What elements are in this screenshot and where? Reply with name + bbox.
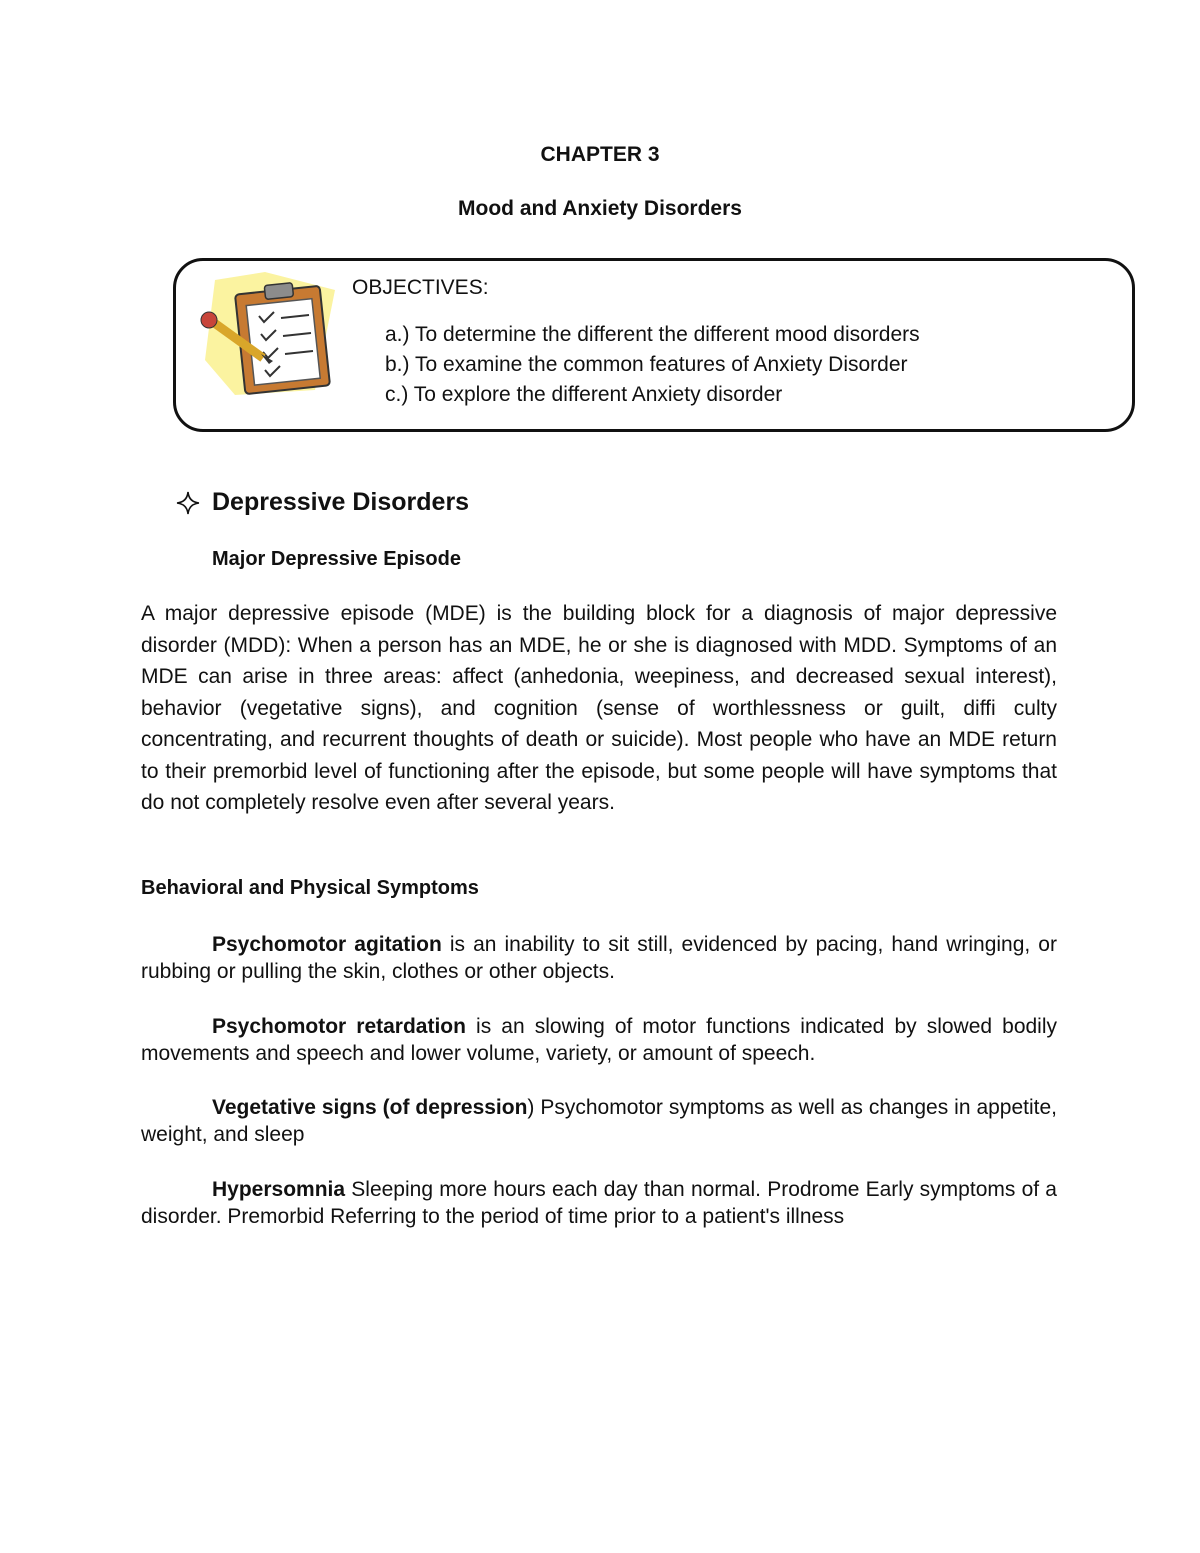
term-definition: Sleeping more hours each day than normal. Prodrome Early symptoms of a disorder. Premorbid Referring to the period of time prior to a patient's illness [141,1178,1057,1228]
section-heading [176,488,469,517]
objective-item: b.) To examine the common features of Anxiety Disorder [385,353,908,376]
diamond-bullet-icon [176,491,200,515]
section-title: Depressive Disorders [212,488,470,516]
objectives-list [385,320,920,410]
objectives-heading: OBJECTIVES: [352,276,489,299]
clipboard-checklist-icon [195,270,345,400]
term-paragraph [141,1176,1057,1230]
term-name: Vegetative signs (of depression [212,1096,528,1119]
behavioral-heading: Behavioral and Physical Symptoms [141,877,479,899]
term-definition: is an slowing of motor functions indicated by slowed bodily movements and speech and lower volume, variety, or amount of speech. [141,1015,1058,1065]
subsection-title: Major Depressive Episode [212,548,461,570]
chapter-number: CHAPTER 3 [540,143,660,166]
mde-paragraph: A major depressive episode (MDE) is the building block for a diagnosis of major depressive disorder (MDD): When a person has an MDE, he or she is diagnosed with MDD. Symptoms of an MDE can arise in three areas: affect (anhedonia, weepiness, and decreased sexual interest), behavior (vegetative signs), and cognition (sense of worthlessness or guilt, diffi culty concentrating, and recurrent thoughts of death or suicide). Most people who have an MDE return to their premorbid level of functioning after the episode, but some people will have symptoms that do not completely resolve even after several years. [141,602,1057,814]
term-definition: ) Psychomotor symptoms as well as changes in appetite, weight, and sleep [141,1096,1058,1146]
objective-item: c.) To explore the different Anxiety disorder [385,383,783,406]
term-paragraph [141,1013,1057,1067]
term-name: Psychomotor retardation [212,1015,466,1038]
term-paragraph [141,931,1057,985]
term-definition: is an inability to sit still, evidenced by pacing, hand wringing, or rubbing or pulling the skin, clothes or other objects. [141,933,1057,983]
term-name: Psychomotor agitation [212,933,442,956]
term-name: Hypersomnia [212,1178,346,1201]
term-paragraph [141,1094,1057,1148]
chapter-title: Mood and Anxiety Disorders [458,197,742,220]
objective-item: a.) To determine the different the different mood disorders [385,323,920,346]
